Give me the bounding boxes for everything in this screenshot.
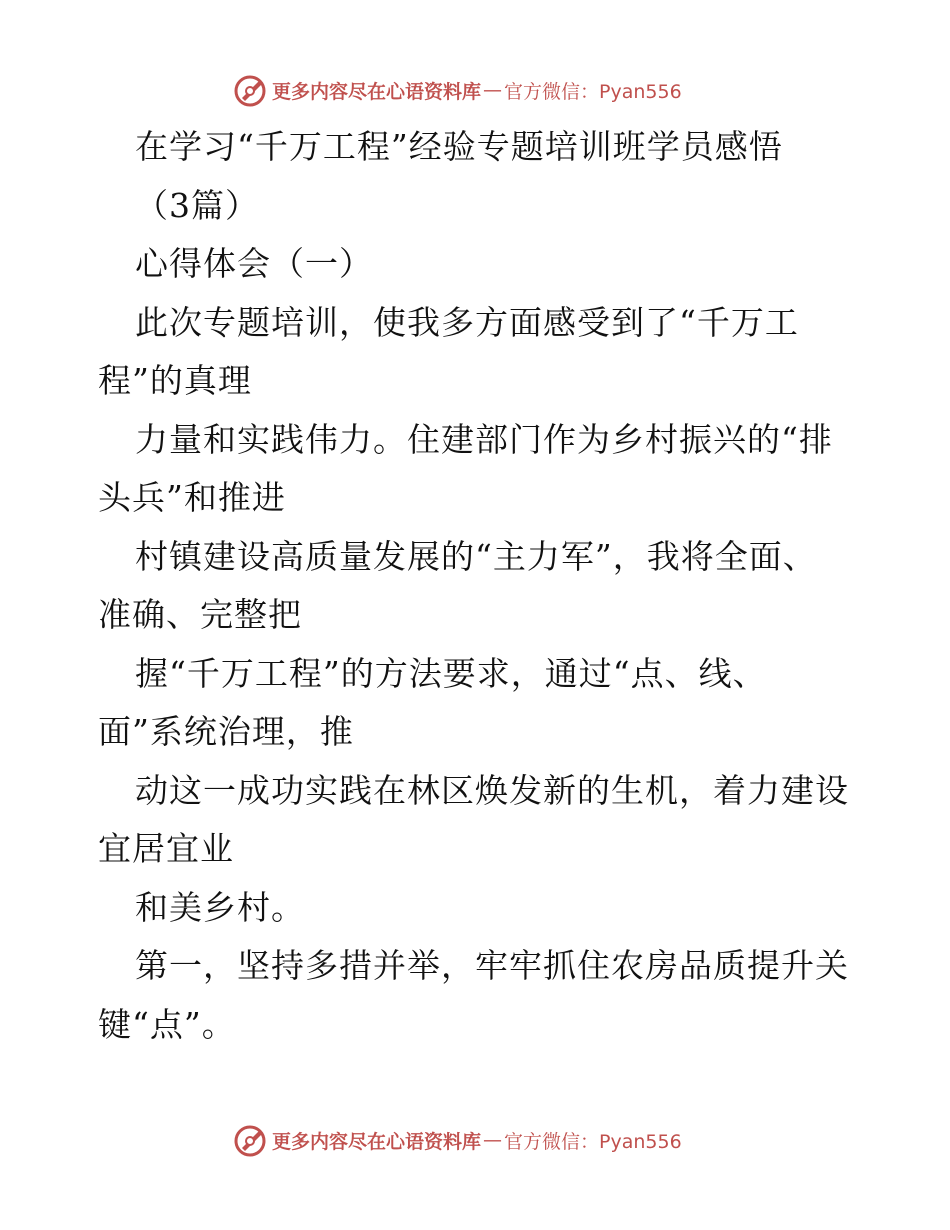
doc-line: 程”的真理 [98,361,252,400]
watermark-official-text: 官方微信：Pyan556 [504,1130,682,1153]
watermark-main-text: 更多内容尽在心语资料库 [272,1130,482,1153]
watermark-main-text: 更多内容尽在心语资料库 [272,80,482,103]
doc-line: 键“点”。 [98,1004,236,1044]
quill-logo-icon [232,1122,268,1158]
watermark-dash: — [483,79,503,101]
doc-line: 第一，坚持多措并举，牢牢抓住农房品质提升关 [135,946,849,985]
doc-line: 村镇建设高质量发展的“主力军”，我将全面、 [135,536,817,576]
header-watermark [232,70,682,110]
doc-line: 宜居宜业 [98,829,234,868]
doc-line: （3篇） [135,185,259,225]
watermark-official-text: 官方微信：Pyan556 [504,80,682,103]
doc-line: 准确、完整把 [98,595,302,634]
doc-line: 动这一成功实践在林区焕发新的生机，着力建设 [135,770,849,810]
doc-line: 此次专题培训，使我多方面感受到了“千万工 [135,302,799,342]
doc-line: 头兵”和推进 [98,478,286,517]
doc-line: 面”系统治理，推 [98,712,354,751]
doc-line: 和美乡村。 [135,887,305,927]
watermark-dash: — [483,1129,503,1151]
doc-line: 心得体会（一） [135,244,373,283]
footer-watermark [232,1120,682,1160]
document-body [98,118,858,1054]
doc-line: 力量和实践伟力。住建部门作为乡村振兴的“排 [135,419,833,459]
doc-line: 握“千万工程”的方法要求，通过“点、线、 [135,653,767,693]
doc-line: 在学习“千万工程”经验专题培训班学员感悟 [135,127,783,166]
quill-logo-icon [232,72,268,108]
